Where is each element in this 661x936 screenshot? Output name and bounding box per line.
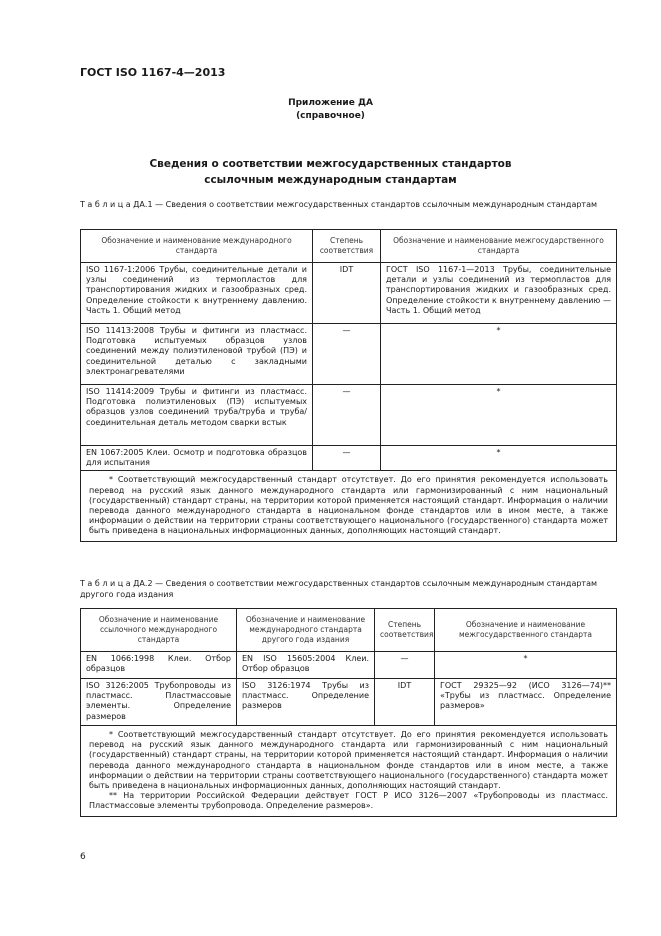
table-cell: ISO 1167-1:2006 Трубы, соединительные детали и узлы соединений из термопластов для транспортирования жидких и газообразных сред. Определение стойкости к внутреннему давлению. Часть 1. Общий метод: [81, 263, 313, 324]
table1-header-cell: Обозначение и наименование международного стандарта: [81, 230, 313, 263]
table2-footnote: [81, 726, 617, 817]
table1: [80, 229, 617, 542]
table-cell: —: [313, 446, 381, 471]
document-header: ГОСТ ISO 1167-4—2013: [80, 66, 226, 79]
table-cell: ГОСТ ISO 1167-1—2013 Трубы, соединительные детали и узлы соединений из термопластов для транспортирования жидких и газообразных сред. Определение стойкости к внутреннему давлению — Часть 1. Общий метод: [381, 263, 617, 324]
table-cell: *: [435, 652, 617, 679]
table-cell: IDT: [313, 263, 381, 324]
table-cell: IDT: [375, 679, 435, 726]
table1-footnote: [81, 471, 617, 541]
footnote-text: * Соответствующий межгосударственный стандарт отсутствует. До его принятия рекомендуется использовать перевод на русский язык данного международного стандарта или гармонизированный с ним национальный (государственный) стандарт страны, на территории которой применяется настоящий стандарт. Информация о наличии перевода данного международного стандарта в национальном фонде стандартов или в ином месте, а также информации о действии на территории страны соответствующего национального (государственного) стандарта может быть приведена в национальных информационных данных, дополняющих настоящий стандарт.: [89, 475, 608, 536]
table-cell: EN 1067:2005 Клеи. Осмотр и подготовка образцов для испытания: [81, 446, 313, 471]
table-cell: *: [381, 446, 617, 471]
table-row: [81, 324, 617, 385]
table-row: [81, 385, 617, 446]
table-cell: —: [313, 385, 381, 446]
table1-header-cell: Обозначение и наименование межгосударственного стандарта: [381, 230, 617, 263]
table1-caption: Т а б л и ц а ДА.1 — Сведения о соответствии межгосударственных стандартов ссылочным международным стандартам: [80, 200, 598, 209]
table1-header-cell: Степень соответствия: [313, 230, 381, 263]
table1-header-row: [81, 230, 617, 263]
table-cell: EN 1066:1998 Клеи. Отбор образцов: [81, 652, 237, 679]
table-cell: *: [381, 385, 617, 446]
section-title: [0, 156, 661, 188]
table2-footnote-row: [81, 726, 617, 817]
table-cell: ISO 11414:2009 Трубы и фитинги из пластмасс. Подготовка полиэтиленовых (ПЭ) испытуемых образцов узлов соединений труба/труба и труба/соединительная деталь методом сварки встык: [81, 385, 313, 446]
table-cell: *: [381, 324, 617, 385]
section-title-line1: Сведения о соответствии межгосударственных стандартов: [149, 158, 512, 170]
footnote-text: * Соответствующий межгосударственный стандарт отсутствует. До его принятия рекомендуется использовать перевод на русский язык данного международного стандарта или гармонизированный с ним национальный (государственный) стандарт страны, на территории которой применяется настоящий стандарт. Информация о наличии перевода данного международного стандарта в национальном фонде стандартов или в ином месте, а также информации о действии на территории страны соответствующего национального (государственного) стандарта может быть приведена в национальных информационных данных, дополняющих настоящий стандарт.: [89, 730, 608, 791]
appendix-kind: (справочное): [296, 111, 365, 121]
table2-header-cell: Степень соответствия: [375, 609, 435, 652]
table2-header-cell: Обозначение и наименование ссылочного международного стандарта: [81, 609, 237, 652]
table2-caption: Т а б л и ц а ДА.2 — Сведения о соответствии межгосударственных стандартов ссылочным международным стандартам другого года издания: [80, 579, 598, 599]
table2-header-cell: Обозначение и наименование международного стандарта другого года издания: [237, 609, 375, 652]
table-cell: ISO 11413:2008 Трубы и фитинги из пластмасс. Подготовка испытуемых образцов узлов соединений между полиэтиленовой трубой (ПЭ) и соединительной деталью с закладными электронагревателями: [81, 324, 313, 385]
table2-header-cell: Обозначение и наименование межгосударственного стандарта: [435, 609, 617, 652]
table-cell: ISO 3126:1974 Трубы из пластмасс. Определение размеров: [237, 679, 375, 726]
table-row: [81, 446, 617, 471]
table2: [80, 608, 617, 817]
table-row: [81, 652, 617, 679]
table-cell: ISO 3126:2005 Трубопроводы из пластмасс. Пластмассовые элементы. Определение размеров: [81, 679, 237, 726]
table2-header-row: [81, 609, 617, 652]
page-number: 6: [80, 852, 86, 862]
table1-footnote-row: [81, 471, 617, 541]
table-row: [81, 679, 617, 726]
table-row: [81, 263, 617, 324]
table-cell: EN ISO 15605:2004 Клеи. Отбор образцов: [237, 652, 375, 679]
footnote-text: ** На территории Российской Федерации действует ГОСТ Р ИСО 3126—2007 «Трубопроводы из пластмасс. Пластмассовые элементы трубопровода. Определение размеров».: [89, 791, 608, 811]
table-cell: ГОСТ 29325—92 (ИСО 3126—74)** «Трубы из пластмасс. Определение размеров»: [435, 679, 617, 726]
table-cell: —: [313, 324, 381, 385]
table-cell: —: [375, 652, 435, 679]
appendix-title: Приложение ДА: [288, 98, 373, 108]
section-title-line2: ссылочным международным стандартам: [204, 174, 457, 186]
